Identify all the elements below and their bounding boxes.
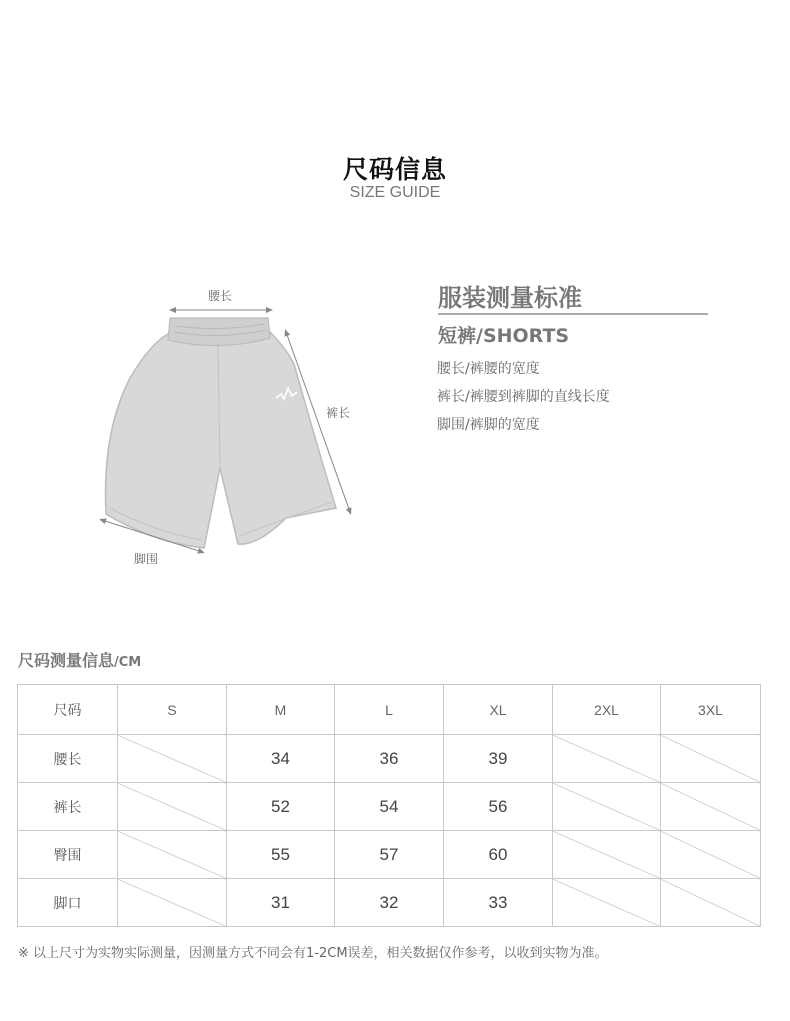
table-row bbox=[18, 831, 761, 879]
empty-cell bbox=[118, 831, 227, 879]
empty-cell bbox=[553, 735, 661, 783]
table-cell: 36 bbox=[335, 735, 444, 783]
shorts-body bbox=[106, 332, 337, 548]
row-label: 脚口 bbox=[18, 879, 118, 927]
row-label: 腰长 bbox=[18, 735, 118, 783]
table-cell: 54 bbox=[335, 783, 444, 831]
table-cell: 32 bbox=[335, 879, 444, 927]
table-corner-cell: 尺码 bbox=[18, 685, 118, 735]
table-header-row bbox=[18, 685, 761, 735]
table-cell: 33 bbox=[444, 879, 553, 927]
standard-title: 服装测量标准 bbox=[438, 284, 582, 312]
empty-cell bbox=[553, 831, 661, 879]
empty-cell bbox=[661, 879, 761, 927]
size-header: L bbox=[335, 685, 444, 735]
empty-cell bbox=[661, 831, 761, 879]
table-cell: 31 bbox=[227, 879, 335, 927]
empty-cell bbox=[661, 735, 761, 783]
page-title: 尺码信息 bbox=[342, 155, 447, 184]
length-label: 裤长 bbox=[325, 406, 351, 420]
empty-cell bbox=[118, 879, 227, 927]
empty-cell bbox=[118, 735, 227, 783]
table-title-text: 尺码测量信息 bbox=[18, 651, 115, 670]
size-header: S bbox=[118, 685, 227, 735]
table-cell: 39 bbox=[444, 735, 553, 783]
standard-item-waist: 腰长/裤腰的宽度 bbox=[437, 361, 540, 377]
table-cell: 55 bbox=[227, 831, 335, 879]
empty-cell bbox=[661, 783, 761, 831]
table-row bbox=[18, 735, 761, 783]
standard-item-length: 裤长/裤腰到裤脚的直线长度 bbox=[437, 389, 610, 405]
standard-subtitle: 短裤/SHORTS bbox=[438, 325, 570, 347]
size-header: M bbox=[227, 685, 335, 735]
empty-cell bbox=[553, 783, 661, 831]
size-table bbox=[17, 684, 761, 927]
standard-item-hem: 脚围/裤脚的宽度 bbox=[437, 417, 540, 433]
size-header: XL bbox=[444, 685, 553, 735]
footnote: ※ 以上尺寸为实物实际测量，因测量方式不同会有1-2CM误差，相关数据仅作参考，以收到实物为准。 bbox=[18, 946, 608, 961]
page-subtitle: SIZE GUIDE bbox=[349, 184, 441, 201]
standard-divider bbox=[438, 313, 708, 315]
table-title bbox=[18, 648, 141, 671]
row-label: 裤长 bbox=[18, 783, 118, 831]
size-header: 2XL bbox=[553, 685, 661, 735]
table-cell: 34 bbox=[227, 735, 335, 783]
table-cell: 56 bbox=[444, 783, 553, 831]
row-label: 臀围 bbox=[18, 831, 118, 879]
shorts-diagram bbox=[90, 282, 390, 582]
table-cell: 60 bbox=[444, 831, 553, 879]
waist-label: 腰长 bbox=[207, 289, 233, 303]
table-unit: /CM bbox=[114, 655, 142, 670]
size-header: 3XL bbox=[661, 685, 761, 735]
table-cell: 57 bbox=[335, 831, 444, 879]
table-cell: 52 bbox=[227, 783, 335, 831]
table-row bbox=[18, 783, 761, 831]
hem-label: 脚围 bbox=[133, 552, 159, 566]
table-row bbox=[18, 879, 761, 927]
empty-cell bbox=[553, 879, 661, 927]
empty-cell bbox=[118, 783, 227, 831]
